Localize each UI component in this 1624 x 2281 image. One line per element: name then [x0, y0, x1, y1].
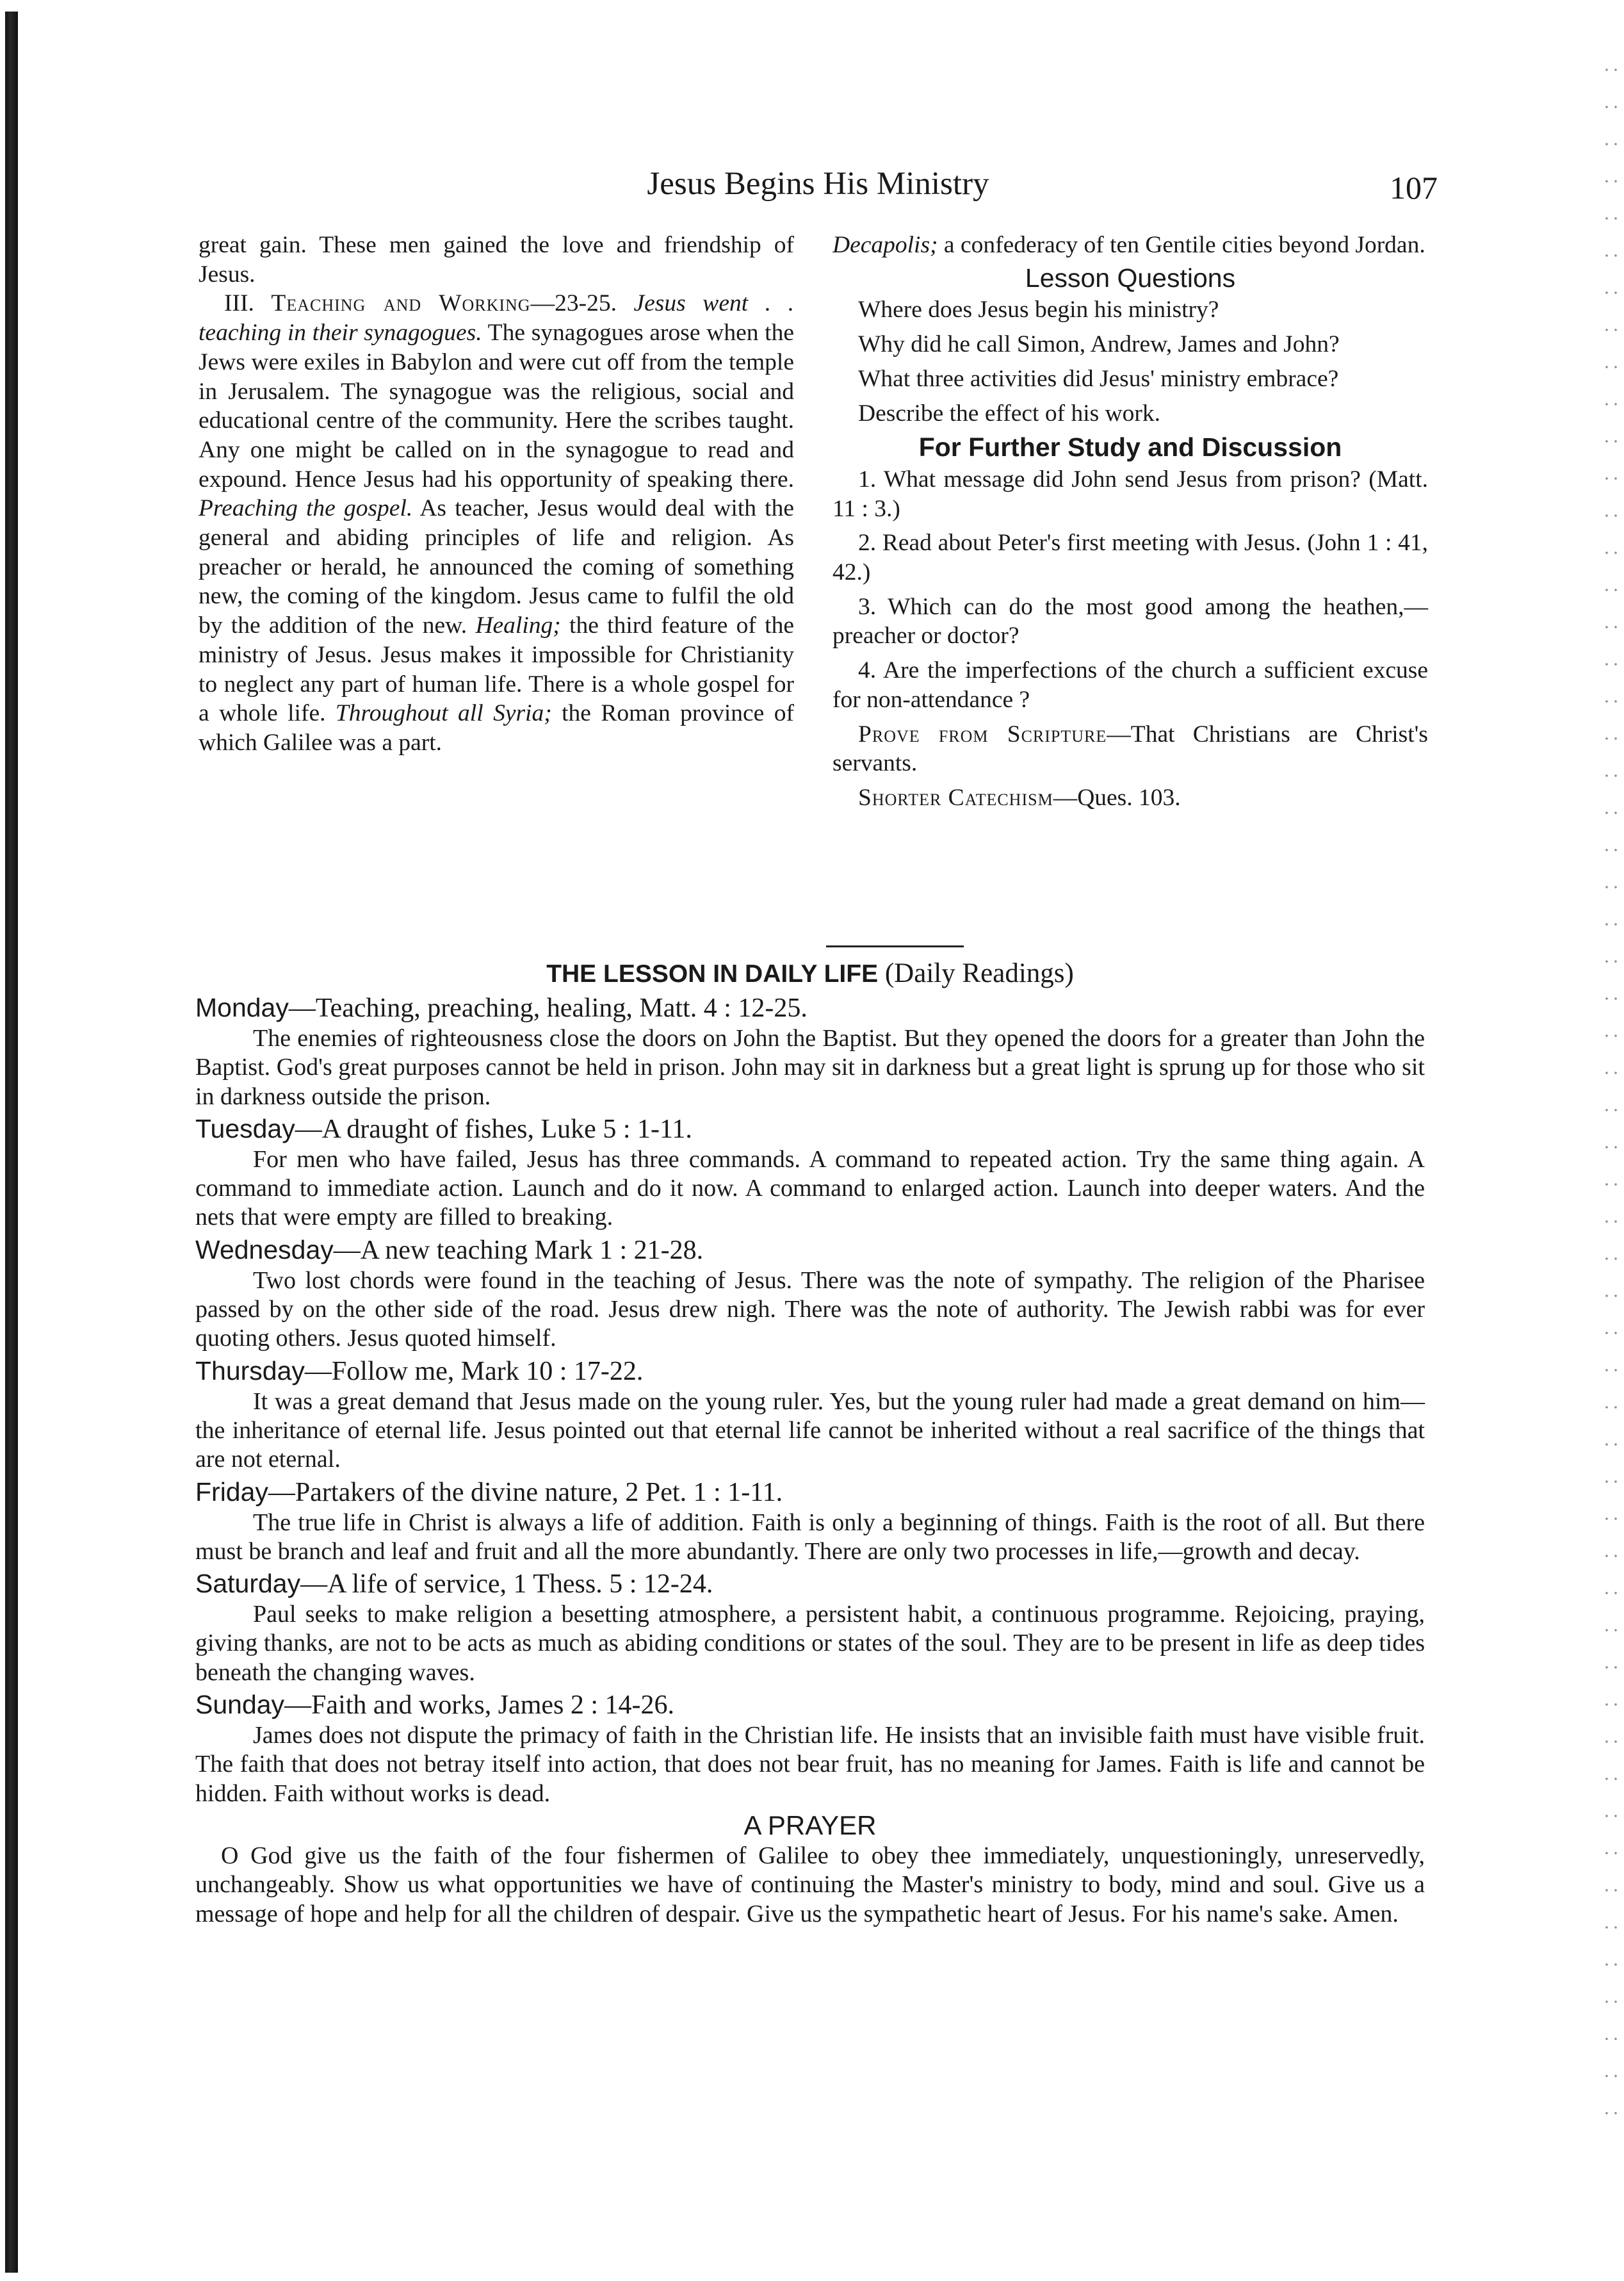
day-heading-sunday: [195, 1688, 1425, 1721]
discussion-item: 2. Read about Peter's first meeting with Jesus. (John 1 : 41, 42.): [832, 530, 1428, 586]
discussion-item: 3. Which can do the most good among the heathen,—preacher or doctor?: [832, 593, 1428, 650]
question-item: What three activities did Jesus' ministry embrace?: [858, 365, 1339, 392]
right-column: [832, 231, 1428, 818]
day-heading-monday: [195, 992, 1425, 1024]
synagogue-text: The synagogues arose when the Jews were exiles in Babylon and were cut off from the temple in Jerusalem. The synagogue was the religious, social and educational centre of the community. Here the scribes taught. Any one might be called on in the synagogue to read and expound. Hence Jesus had his opportunity of speaking there.: [199, 320, 794, 493]
day-topic: —A draught of fishes, Luke 5 : 1-11.: [295, 1114, 692, 1144]
question-item: Describe the effect of his work.: [858, 400, 1161, 427]
healing-text: the third feature of the ministry of Jesus. Jesus makes it impossible for Christianity to neglect any part of human life. There is a whole gospel for a whole life.: [199, 612, 794, 727]
day-name: Monday: [195, 993, 289, 1022]
page-edge-specks: [1602, 51, 1619, 2133]
daily-readings-section: [195, 958, 1425, 1929]
prove-from-scripture: [832, 720, 1428, 778]
day-heading-wednesday: [195, 1234, 1425, 1266]
section-heading: Teaching and Working: [271, 290, 531, 317]
section-divider-rule: [826, 945, 964, 947]
left-paragraph-1: great gain. These men gained the love and friendship of Jesus.: [199, 232, 794, 288]
teaching-and-working-paragraph: [199, 289, 794, 757]
day-reading-text: The enemies of righteousness close the doors on John the Baptist. But they opened the doors for a greater than John the Baptist. God's great purposes cannot be held in prison. John may sit in darkness but a great light is sprung up for those who sit in darkness outside the prison.: [195, 1025, 1425, 1110]
prove-text: —That Christians are Christ's servants.: [832, 721, 1428, 777]
quote-syria: Throughout all Syria;: [335, 700, 552, 727]
quote-healing: Healing;: [475, 612, 561, 639]
preaching-text: As teacher, Jesus would deal with the general and abiding principles of life and religion. As preacher or herald, he announced the coming of something new, the coming of the kingdom. Jesus came to fulfil the old by the addition of the new.: [199, 495, 794, 639]
quote-jesus-went: Jesus went . . teaching in their synagogues.: [199, 290, 794, 347]
decapolis-term: Decapolis;: [832, 232, 938, 258]
day-reading-text: Two lost chords were found in the teaching of Jesus. There was the note of sympathy. The religion of the Pharisee passed by on the other side of the road. Jesus drew nigh. There was the note of authority. The Jewish rabbi was for ever quoting others. Jesus quoted himself.: [195, 1266, 1425, 1352]
section-numeral: III.: [224, 290, 272, 317]
daily-readings-heading: [195, 958, 1425, 990]
day-topic: —A life of service, 1 Thess. 5 : 12-24.: [300, 1569, 713, 1599]
day-name: Friday: [195, 1476, 268, 1507]
question-item: Why did he call Simon, Andrew, James and John?: [858, 331, 1340, 358]
section-verse-ref: —23-25.: [530, 290, 634, 317]
catechism-text: —Ques. 103.: [1053, 784, 1181, 811]
running-title: Jesus Begins His Ministry: [647, 166, 989, 202]
prayer-text: O God give us the faith of the four fishermen of Galilee to obey thee immediately, unquestioningly, unreservedly, unchangeably. Show us what opportunities we have of continuing the Master's ministry to body, mind and soul. Give us a message of hope and help for all the children of despair. Give us the sympathetic heart of Jesus. For his name's sake. Amen.: [195, 1842, 1425, 1927]
day-reading-text: It was a great demand that Jesus made on the young ruler. Yes, but the young ruler had made a great demand on him—the inheritance of eternal life. Jesus pointed out that eternal life cannot be inherited without a real sacrifice of the things that are not eternal.: [195, 1387, 1425, 1473]
page-header: [199, 165, 1438, 210]
page-number: 107: [1390, 170, 1438, 206]
day-name: Thursday: [195, 1355, 305, 1386]
decapolis-text: a confederacy of ten Gentile cities beyond Jordan.: [938, 232, 1425, 258]
daily-heading-main: THE LESSON IN DAILY LIFE: [546, 960, 879, 988]
lesson-questions-heading: Lesson Questions: [1025, 263, 1236, 293]
quote-preaching: Preaching the gospel.: [199, 495, 413, 522]
day-topic: —A new teaching Mark 1 : 21-28.: [333, 1235, 704, 1265]
day-name: Sunday: [195, 1690, 285, 1720]
day-name: Tuesday: [195, 1113, 295, 1143]
prayer-title: A PRAYER: [743, 1810, 877, 1840]
book-binding-edge: [5, 12, 18, 2273]
day-topic: —Faith and works, James 2 : 14-26.: [284, 1690, 675, 1721]
prove-label: Prove from Scripture: [858, 721, 1107, 748]
day-topic: —Teaching, preaching, healing, Matt. 4 : 12-25.: [288, 993, 808, 1023]
day-heading-saturday: [195, 1567, 1425, 1600]
daily-heading-sub: (Daily Readings): [878, 958, 1074, 988]
day-heading-tuesday: [195, 1113, 1425, 1145]
question-item: Where does Jesus begin his ministry?: [858, 297, 1219, 323]
two-column-body: [199, 231, 1428, 818]
day-reading-text: Paul seeks to make religion a besetting atmosphere, a persistent habit, a continuous programme. Rejoicing, praying, giving thanks, are not to be acts as much as abiding conditions or states of the soul. They are to be present in life as deep tides beneath the changing waves.: [195, 1601, 1425, 1686]
day-topic: —Partakers of the divine nature, 2 Pet. 1 : 1-11.: [268, 1477, 783, 1507]
day-heading-friday: [195, 1476, 1425, 1508]
day-name: Saturday: [195, 1569, 301, 1599]
decapolis-paragraph: [832, 231, 1428, 260]
day-reading-text: The true life in Christ is always a life of addition. Faith is only a beginning of things. Faith is the root of all. But there must be branch and leaf and fruit and all the more abundantly. There are only two processes in life,—growth and decay.: [195, 1508, 1425, 1565]
discussion-item: 1. What message did John send Jesus from prison? (Matt. 11 : 3.): [832, 466, 1428, 522]
shorter-catechism: [832, 783, 1428, 813]
discussion-item: 4. Are the imperfections of the church a sufficient excuse for non-attendance ?: [832, 657, 1428, 713]
day-reading-text: For men who have failed, Jesus has three commands. A command to repeated action. Try the same thing again. A command to immediate action. Launch and do it now. A command to enlarged action. Launch into deeper waters. And the nets that were empty are filled to breaking.: [195, 1145, 1425, 1231]
day-name: Wednesday: [195, 1234, 334, 1264]
left-column: [199, 231, 794, 818]
syria-text: the Roman province of which Galilee was a part.: [199, 700, 794, 756]
catechism-label: Shorter Catechism: [858, 784, 1053, 811]
day-reading-text: James does not dispute the primacy of faith in the Christian life. He insists that an invisible faith must have visible fruit. The faith that does not betray itself into action, that does not bear fruit, has no meaning for James. Faith is life and cannot be hidden. Faith without works is dead.: [195, 1722, 1425, 1807]
day-heading-thursday: [195, 1355, 1425, 1387]
day-topic: —Follow me, Mark 10 : 17-22.: [304, 1356, 644, 1386]
further-study-heading: For Further Study and Discussion: [918, 432, 1342, 462]
